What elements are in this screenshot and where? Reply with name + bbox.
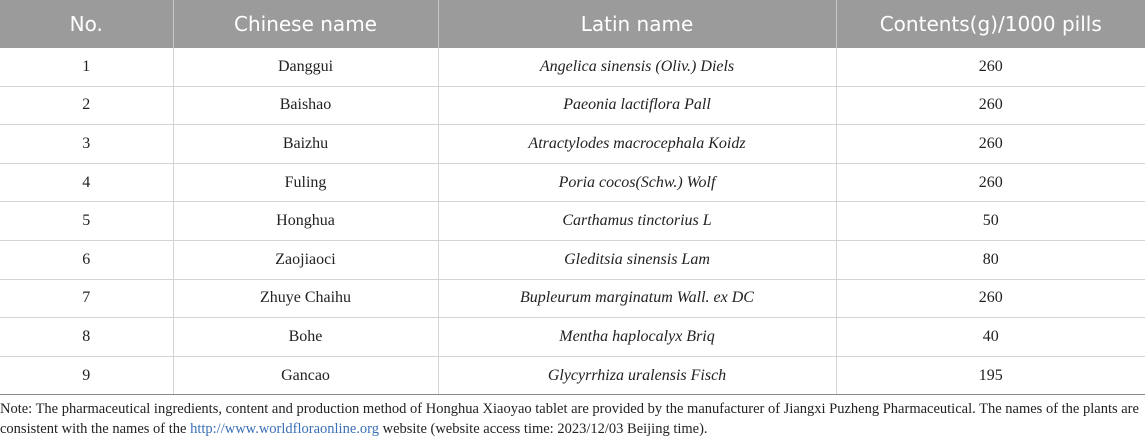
header-latin-name: Latin name [438, 0, 836, 48]
cell-no: 4 [0, 163, 173, 202]
header-chinese-name: Chinese name [173, 0, 438, 48]
cell-chinese-name: Zhuye Chaihu [173, 279, 438, 318]
table-row [0, 86, 1145, 125]
cell-contents: 40 [836, 318, 1145, 357]
header-no: No. [0, 0, 173, 48]
cell-latin-name: Gleditsia sinensis Lam [438, 240, 836, 279]
table-row [0, 163, 1145, 202]
cell-contents: 80 [836, 240, 1145, 279]
table-header [0, 0, 1145, 48]
cell-latin-name: Mentha haplocalyx Briq [438, 318, 836, 357]
cell-no: 7 [0, 279, 173, 318]
cell-latin-name: Bupleurum marginatum Wall. ex DC [438, 279, 836, 318]
cell-contents: 260 [836, 279, 1145, 318]
cell-latin-name: Paeonia lactiflora Pall [438, 86, 836, 125]
note-text-end: website (website access time: 2023/12/03 Beijing time). [378, 421, 708, 437]
header-contents: Contents(g)/1000 pills [836, 0, 1145, 48]
table-note [0, 399, 1140, 439]
table-row [0, 48, 1145, 86]
cell-no: 8 [0, 318, 173, 357]
cell-contents: 50 [836, 202, 1145, 241]
cell-contents: 260 [836, 86, 1145, 125]
note-text: Note: The pharmaceutical ingredients, content and production method of Honghua Xiaoyao tablet are provided by the manufacturer of Jiangxi Puzheng Pharmaceutical. The names of the plants are consistent with the names of the [0, 401, 1139, 437]
cell-latin-name: Poria cocos(Schw.) Wolf [438, 163, 836, 202]
cell-chinese-name: Fuling [173, 163, 438, 202]
cell-latin-name: Carthamus tinctorius L [438, 202, 836, 241]
cell-chinese-name: Zaojiaoci [173, 240, 438, 279]
cell-latin-name: Angelica sinensis (Oliv.) Diels [438, 48, 836, 86]
table-body [0, 48, 1145, 395]
cell-latin-name: Glycyrrhiza uralensis Fisch [438, 356, 836, 395]
cell-no: 9 [0, 356, 173, 395]
cell-contents: 195 [836, 356, 1145, 395]
cell-chinese-name: Bohe [173, 318, 438, 357]
cell-no: 6 [0, 240, 173, 279]
table-row [0, 279, 1145, 318]
cell-no: 2 [0, 86, 173, 125]
cell-contents: 260 [836, 48, 1145, 86]
cell-chinese-name: Honghua [173, 202, 438, 241]
cell-chinese-name: Gancao [173, 356, 438, 395]
cell-chinese-name: Danggui [173, 48, 438, 86]
cell-contents: 260 [836, 163, 1145, 202]
worldflora-link[interactable]: http://www.worldfloraonline.org [190, 421, 379, 437]
cell-chinese-name: Baishao [173, 86, 438, 125]
cell-no: 5 [0, 202, 173, 241]
cell-contents: 260 [836, 125, 1145, 164]
table-row [0, 318, 1145, 357]
cell-chinese-name: Baizhu [173, 125, 438, 164]
header-row [0, 0, 1145, 48]
table-row [0, 240, 1145, 279]
cell-no: 1 [0, 48, 173, 86]
table-row [0, 356, 1145, 395]
table-row [0, 202, 1145, 241]
cell-no: 3 [0, 125, 173, 164]
table-row [0, 125, 1145, 164]
cell-latin-name: Atractylodes macrocephala Koidz [438, 125, 836, 164]
